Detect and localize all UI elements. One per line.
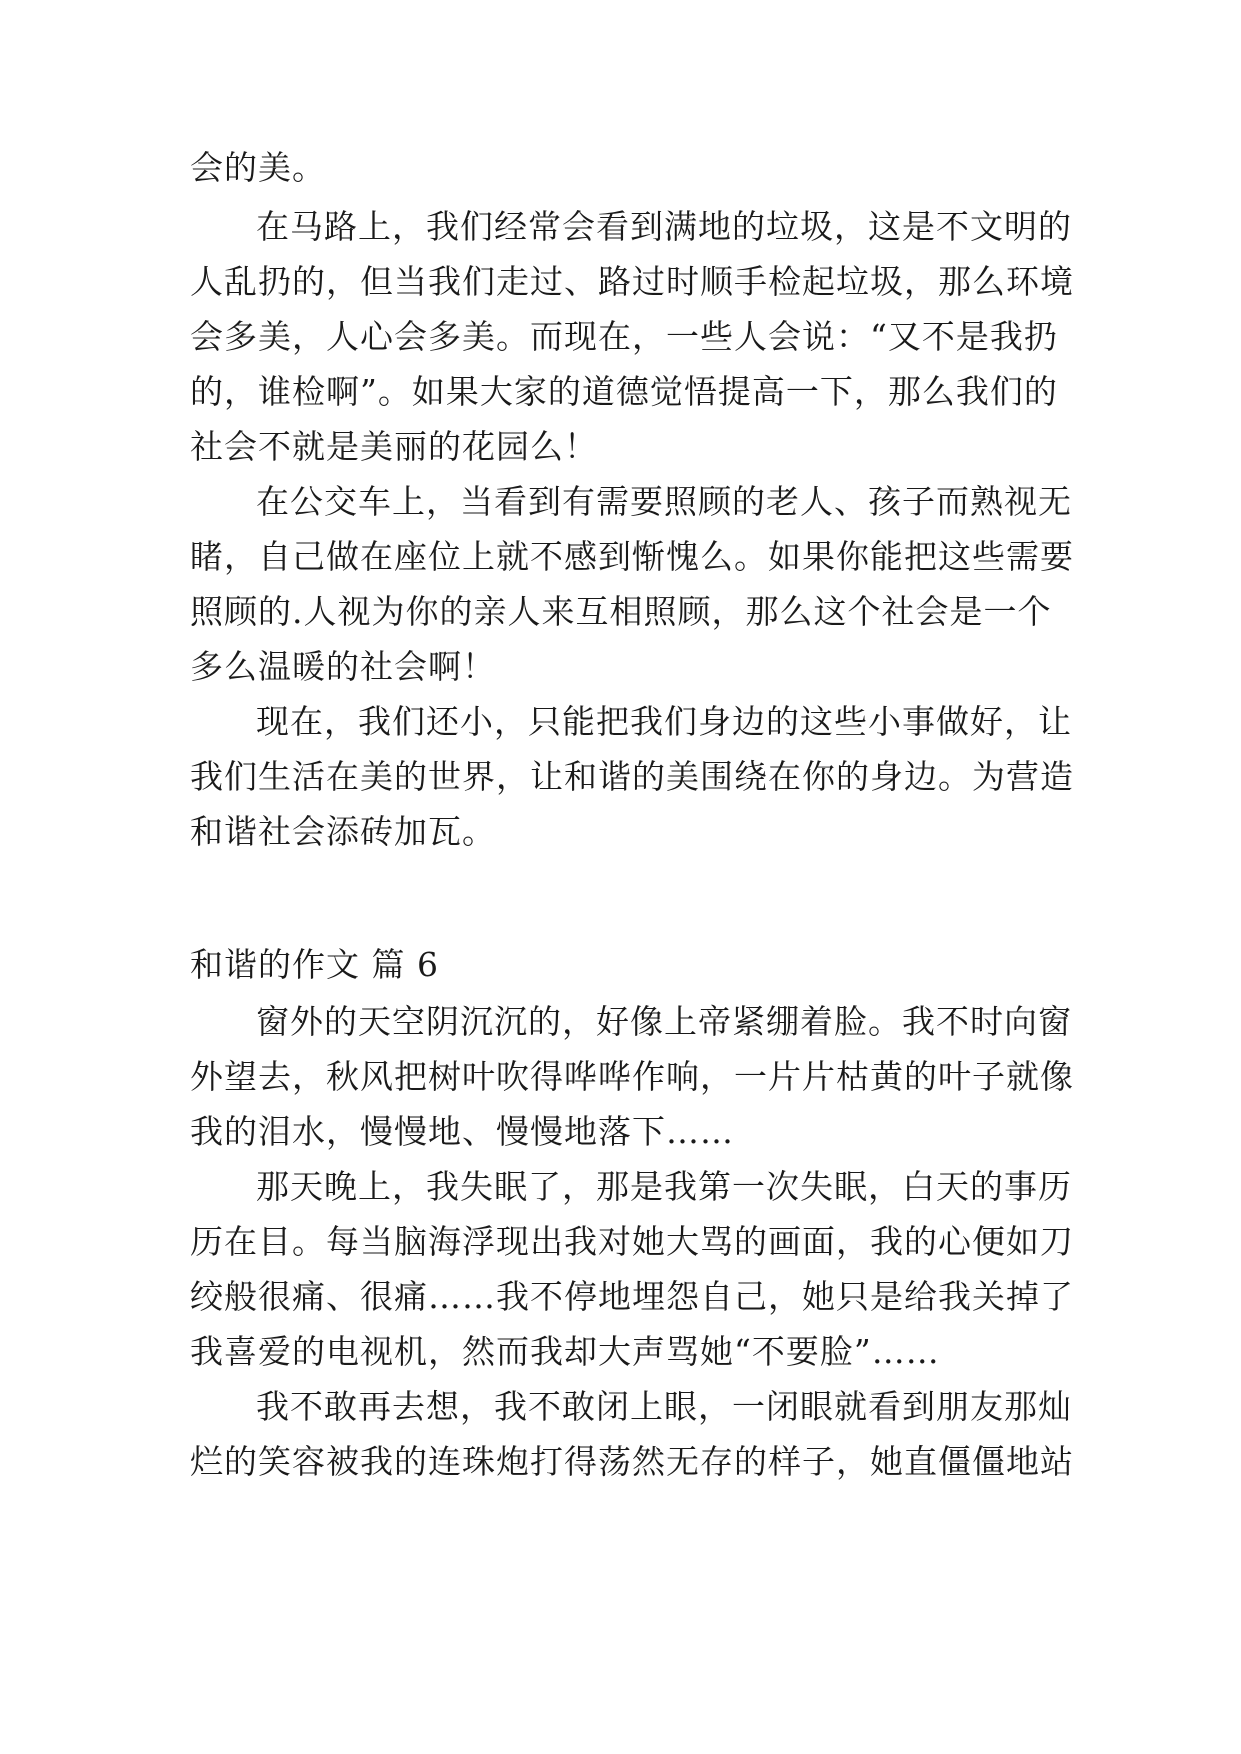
text-line: 多么温暖的社会啊！ xyxy=(190,647,496,686)
text-line: 会多美，人心会多美。而现在，一些人会说：“又不是我扔 xyxy=(190,317,1058,356)
text-line: 烂的笑容被我的连珠炮打得荡然无存的样子，她直僵僵地站 xyxy=(190,1442,1074,1481)
text-line: 的，谁检啊”。如果大家的道德觉悟提高一下，那么我们的 xyxy=(190,372,1058,411)
text-line: 人乱扔的，但当我们走过、路过时顺手检起垃圾，那么环境 xyxy=(190,262,1074,301)
text-line: 照顾的.人视为你的亲人来互相照顾，那么这个社会是一个 xyxy=(190,592,1052,631)
paragraph-start-line: 窗外的天空阴沉沉的，好像上帝紧绷着脸。我不时向窗 xyxy=(256,1002,1072,1041)
paragraph-start-line: 那天晚上，我失眠了，那是我第一次失眠，白天的事历 xyxy=(256,1167,1072,1206)
paragraph-start-line: 在公交车上，当看到有需要照顾的老人、孩子而熟视无 xyxy=(256,482,1072,521)
text-line: 历在目。每当脑海浮现出我对她大骂的画面，我的心便如刀 xyxy=(190,1222,1074,1261)
paragraph-start-line: 我不敢再去想，我不敢闭上眼，一闭眼就看到朋友那灿 xyxy=(256,1387,1072,1426)
paragraph-start-line: 在马路上，我们经常会看到满地的垃圾，这是不文明的 xyxy=(256,207,1072,246)
text-line: 和谐社会添砖加瓦。 xyxy=(190,812,496,851)
text-line: 睹，自己做在座位上就不感到惭愧么。如果你能把这些需要 xyxy=(190,537,1074,576)
section-heading: 和谐的作文 篇 6 xyxy=(190,945,439,984)
text-line: 绞般很痛、很痛……我不停地埋怨自己，她只是给我关掉了 xyxy=(190,1277,1074,1316)
text-line: 我的泪水，慢慢地、慢慢地落下…… xyxy=(190,1112,734,1151)
text-line: 社会不就是美丽的花园么！ xyxy=(190,427,598,466)
paragraph-start-line: 现在，我们还小，只能把我们身边的这些小事做好，让 xyxy=(256,702,1072,741)
text-line: 我喜爱的电视机，然而我却大声骂她“不要脸”…… xyxy=(190,1332,940,1371)
text-line: 外望去，秋风把树叶吹得哗哗作响，一片片枯黄的叶子就像 xyxy=(190,1057,1074,1096)
text-line: 我们生活在美的世界，让和谐的美围绕在你的身边。为营造 xyxy=(190,757,1074,796)
text-line: 会的美。 xyxy=(190,148,326,187)
